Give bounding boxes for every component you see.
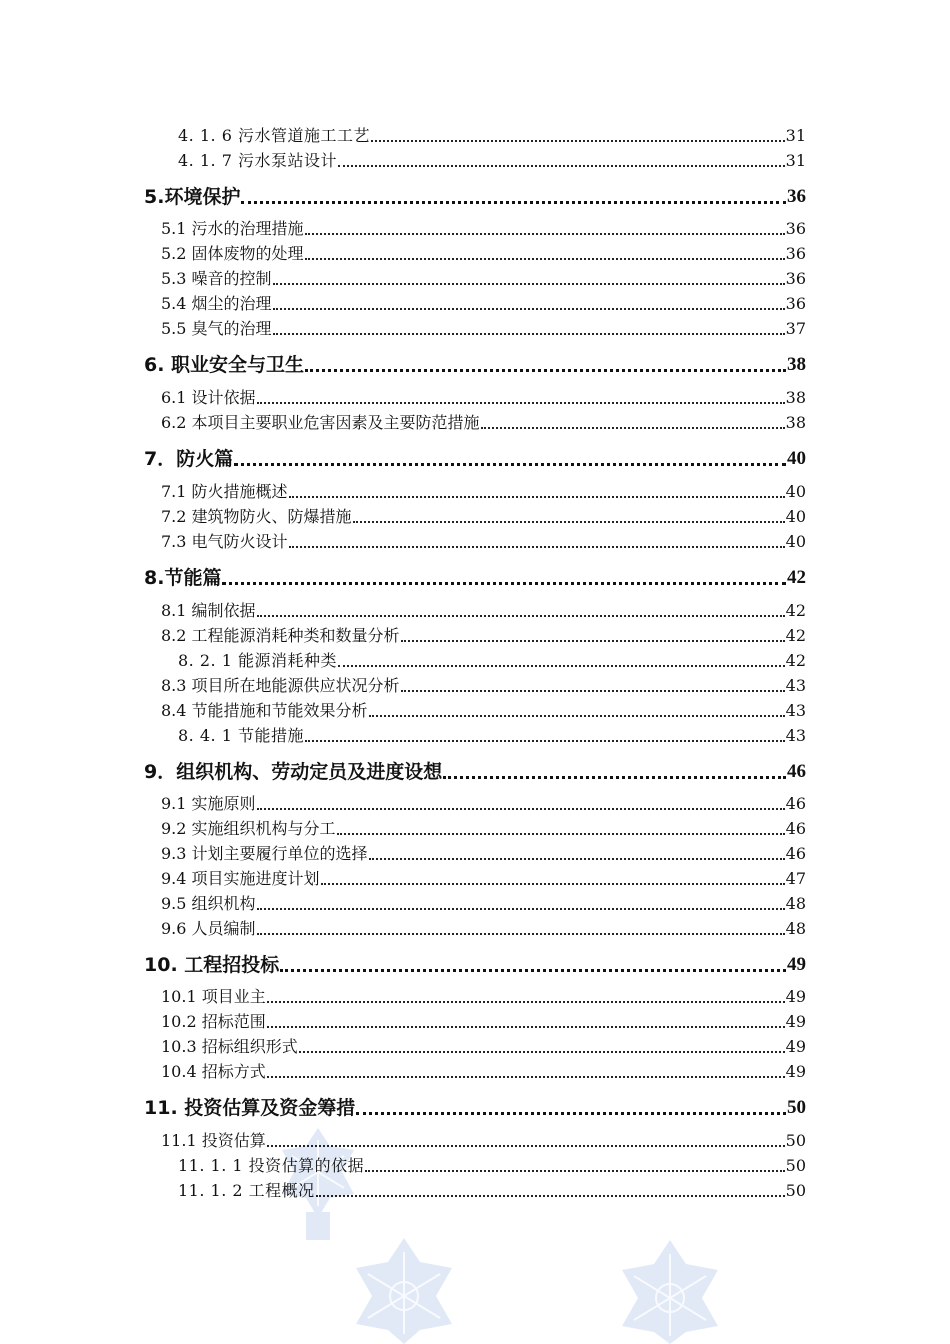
toc-page-number: 49 [785, 987, 806, 1006]
toc-page-number: 46 [787, 761, 806, 782]
toc-dot-leader [338, 665, 785, 667]
toc-subsection-entry[interactable] [178, 150, 806, 172]
toc-dot-leader [305, 369, 786, 372]
toc-page-number: 38 [785, 388, 806, 407]
toc-entry-title: 9.6 人员编制 [161, 919, 256, 938]
toc-section-entry[interactable] [161, 1036, 806, 1058]
toc-section-entry[interactable] [161, 793, 806, 815]
toc-dot-leader [241, 201, 786, 204]
toc-page-number: 40 [787, 448, 806, 469]
toc-page-number: 38 [787, 354, 806, 375]
toc-dot-leader [401, 690, 785, 692]
toc-section-entry[interactable] [161, 868, 806, 890]
toc-entry-title: 9.2 实施组织机构与分工 [161, 819, 336, 838]
toc-section-entry[interactable] [161, 243, 806, 265]
toc-page-number: 36 [787, 186, 806, 207]
toc-section-entry[interactable] [161, 1011, 806, 1033]
toc-page-number: 43 [785, 701, 806, 720]
toc-page-number: 40 [785, 507, 806, 526]
toc-dot-leader [369, 715, 785, 717]
toc-entry-title: 9.1 实施原则 [161, 794, 256, 813]
toc-dot-leader [305, 233, 785, 235]
toc-page-number: 48 [785, 919, 806, 938]
toc-entry-title: 8.3 项目所在地能源供应状况分析 [161, 676, 400, 695]
toc-page-number: 50 [787, 1097, 806, 1118]
toc-section-entry[interactable] [161, 918, 806, 940]
toc-section-entry[interactable] [161, 268, 806, 290]
toc-entry-title: 9.3 计划主要履行单位的选择 [161, 844, 368, 863]
toc-section-entry[interactable] [161, 412, 806, 434]
toc-entry-title: 10.4 招标方式 [161, 1062, 266, 1081]
toc-entry-title: 11. 1. 1 投资估算的依据 [178, 1156, 365, 1175]
toc-section-entry[interactable] [161, 387, 806, 409]
toc-entry-title: 8. 2. 1 能源消耗种类 [178, 651, 337, 670]
toc-section-entry[interactable] [161, 293, 806, 315]
toc-section-entry[interactable] [161, 986, 806, 1008]
toc-page-number: 31 [785, 126, 806, 145]
toc-dot-leader [267, 1001, 785, 1003]
toc-chapter-entry[interactable] [144, 446, 806, 472]
toc-page-number: 49 [785, 1062, 806, 1081]
toc-page-number: 42 [785, 651, 806, 670]
toc-section-entry[interactable] [161, 531, 806, 553]
toc-entry-title: 9.4 项目实施进度计划 [161, 869, 320, 888]
toc-dot-leader [273, 283, 785, 285]
toc-dot-leader [267, 1026, 785, 1028]
toc-dot-leader [257, 808, 785, 810]
toc-section-entry[interactable] [161, 1130, 806, 1152]
toc-section-entry[interactable] [161, 600, 806, 622]
toc-page-number: 47 [785, 869, 806, 888]
toc-dot-leader [338, 165, 785, 167]
toc-entry-title: 7.3 电气防火设计 [161, 532, 288, 551]
toc-entry-title: 11. 投资估算及资金筹措 [144, 1097, 356, 1119]
toc-dot-leader [299, 1051, 785, 1053]
toc-page-number: 37 [785, 319, 806, 338]
toc-entry-title: 7.2 建筑物防火、防爆措施 [161, 507, 352, 526]
toc-page-number: 46 [785, 819, 806, 838]
toc-chapter-entry[interactable] [144, 1095, 806, 1121]
toc-dot-leader [234, 463, 786, 466]
toc-dot-leader [257, 615, 785, 617]
toc-section-entry[interactable] [161, 675, 806, 697]
toc-entry-title: 8.节能篇 [144, 567, 222, 589]
toc-entry-title: 5.1 污水的治理措施 [161, 219, 304, 238]
toc-dot-leader [257, 908, 785, 910]
toc-page-number: 36 [785, 219, 806, 238]
toc-subsection-entry[interactable] [178, 125, 806, 147]
toc-dot-leader [273, 333, 785, 335]
toc-entry-title: 9．组织机构、劳动定员及进度设想 [144, 761, 443, 783]
toc-page-number: 50 [785, 1131, 806, 1150]
toc-entry-title: 8.1 编制依据 [161, 601, 256, 620]
toc-entry-title: 5.环境保护 [144, 186, 241, 208]
toc-page-number: 31 [785, 151, 806, 170]
toc-page-number: 42 [787, 567, 806, 588]
toc-chapter-entry[interactable] [144, 565, 806, 591]
toc-dot-leader [353, 521, 785, 523]
toc-page-number: 49 [787, 954, 806, 975]
toc-dot-leader [273, 308, 785, 310]
toc-page-number: 50 [785, 1156, 806, 1175]
toc-entry-title: 6. 职业安全与卫生 [144, 354, 305, 376]
toc-entry-title: 10.2 招标范围 [161, 1012, 266, 1031]
toc-entry-title: 10. 工程招投标 [144, 954, 280, 976]
toc-dot-leader [267, 1076, 785, 1078]
toc-entry-title: 11. 1. 2 工程概况 [178, 1181, 315, 1200]
toc-section-entry[interactable] [161, 318, 806, 340]
toc-subsection-entry[interactable] [178, 1180, 806, 1202]
toc-entry-title: 5.5 臭气的治理 [161, 319, 272, 338]
toc-dot-leader [337, 833, 785, 835]
toc-section-entry[interactable] [161, 506, 806, 528]
toc-section-entry[interactable] [161, 218, 806, 240]
toc-dot-leader [280, 969, 786, 972]
toc-dot-leader [289, 496, 785, 498]
toc-section-entry[interactable] [161, 700, 806, 722]
toc-dot-leader [316, 1195, 785, 1197]
toc-page-number: 43 [785, 726, 806, 745]
toc-page-number: 40 [785, 532, 806, 551]
toc-section-entry[interactable] [161, 893, 806, 915]
toc-chapter-entry[interactable] [144, 952, 806, 978]
toc-page-number: 42 [785, 601, 806, 620]
toc-page-number: 49 [785, 1012, 806, 1031]
toc-subsection-entry[interactable] [178, 1155, 806, 1177]
toc-dot-leader [481, 427, 785, 429]
toc-dot-leader [356, 1112, 786, 1115]
toc-page-number: 36 [785, 294, 806, 313]
toc-entry-title: 5.4 烟尘的治理 [161, 294, 272, 313]
toc-dot-leader [257, 402, 785, 404]
toc-chapter-entry[interactable] [144, 184, 806, 210]
toc-dot-leader [365, 1170, 784, 1172]
toc-entry-title: 8.2 工程能源消耗种类和数量分析 [161, 626, 400, 645]
toc-page-number: 49 [785, 1037, 806, 1056]
toc-page-number: 43 [785, 676, 806, 695]
toc-page-number: 40 [785, 482, 806, 501]
toc-dot-leader [289, 546, 785, 548]
toc-entry-title: 5.3 噪音的控制 [161, 269, 272, 288]
toc-page-number: 38 [785, 413, 806, 432]
toc-entry-title: 6.1 设计依据 [161, 388, 256, 407]
toc-entry-title: 6.2 本项目主要职业危害因素及主要防范措施 [161, 413, 480, 432]
toc-page-number: 46 [785, 794, 806, 813]
toc-dot-leader [222, 582, 786, 585]
toc-dot-leader [305, 258, 785, 260]
toc-entry-title: 5.2 固体废物的处理 [161, 244, 304, 263]
toc-page-number: 36 [785, 244, 806, 263]
toc-dot-leader [305, 740, 785, 742]
toc-entry-title: 4. 1. 6 污水管道施工工艺 [178, 126, 370, 145]
toc-section-entry[interactable] [161, 818, 806, 840]
toc-dot-leader [321, 883, 785, 885]
toc-dot-leader [401, 640, 785, 642]
toc-page-number: 42 [785, 626, 806, 645]
toc-subsection-entry[interactable] [178, 650, 806, 672]
toc-entry-title: 10.1 项目业主 [161, 987, 266, 1006]
toc-dot-leader [267, 1145, 785, 1147]
toc-dot-leader [371, 140, 785, 142]
toc-entry-title: 4. 1. 7 污水泵站设计 [178, 151, 337, 170]
toc-entry-title: 11.1 投资估算 [161, 1131, 266, 1150]
toc-chapter-entry[interactable] [144, 759, 806, 785]
toc-dot-leader [443, 776, 786, 779]
toc-entry-title: 8. 4. 1 节能措施 [178, 726, 304, 745]
toc-section-entry[interactable] [161, 481, 806, 503]
toc-entry-title: 9.5 组织机构 [161, 894, 256, 913]
toc-page-number: 48 [785, 894, 806, 913]
toc-subsection-entry[interactable] [178, 725, 806, 747]
toc-section-entry[interactable] [161, 1061, 806, 1083]
toc-page-number: 50 [785, 1181, 806, 1200]
toc-page-number: 46 [785, 844, 806, 863]
toc-dot-leader [257, 933, 785, 935]
toc-entry-title: 8.4 节能措施和节能效果分析 [161, 701, 368, 720]
toc-entry-title: 10.3 招标组织形式 [161, 1037, 298, 1056]
toc-page-number: 36 [785, 269, 806, 288]
watermark-emblem-icon [352, 1238, 456, 1344]
toc-entry-title: 7．防火篇 [144, 448, 234, 470]
toc-dot-leader [369, 858, 785, 860]
watermark-emblem-icon [618, 1240, 722, 1344]
toc-section-entry[interactable] [161, 843, 806, 865]
toc-entry-title: 7.1 防火措施概述 [161, 482, 288, 501]
toc-chapter-entry[interactable] [144, 352, 806, 378]
toc-section-entry[interactable] [161, 625, 806, 647]
